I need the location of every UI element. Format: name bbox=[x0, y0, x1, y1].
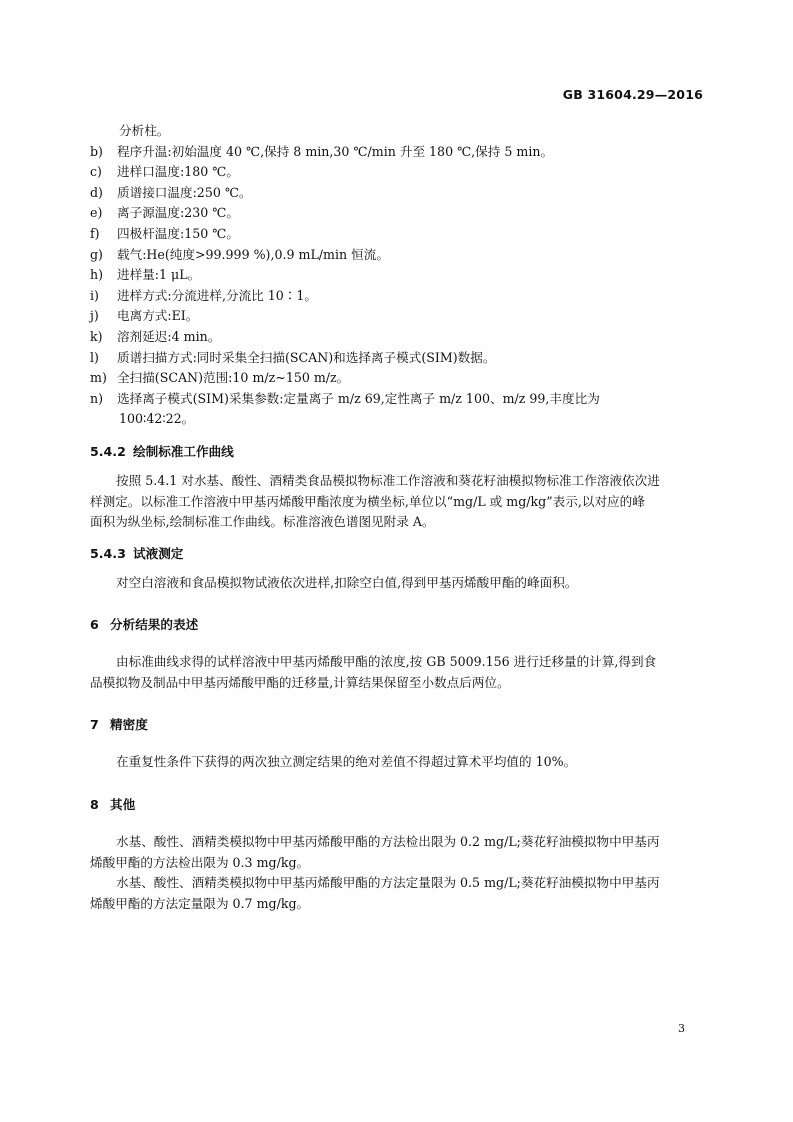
paragraph-line: 由标准曲线求得的试样溶液中甲基丙烯酸甲酯的浓度,按 GB 5009.156 进行迁移量的计算,得到食 bbox=[116, 654, 657, 670]
list-item bbox=[90, 224, 704, 245]
section-heading-5-4-3 bbox=[90, 544, 704, 564]
paragraph-line: 烯酸甲酯的方法定量限为 0.7 mg/kg。 bbox=[90, 895, 310, 911]
item-label: n) bbox=[90, 390, 104, 406]
item-text: 离子源温度:230 ℃。 bbox=[117, 205, 239, 221]
list-item bbox=[90, 203, 704, 224]
item-text: 质谱接口温度:250 ℃。 bbox=[117, 184, 252, 200]
item-label: f) bbox=[90, 225, 100, 241]
list-item bbox=[90, 183, 704, 204]
section-title: 其他 bbox=[110, 797, 136, 813]
item-label: b) bbox=[90, 143, 103, 159]
section-number: 5.4.3 bbox=[90, 545, 126, 561]
paragraph bbox=[90, 873, 704, 914]
section-heading-6 bbox=[90, 615, 704, 635]
item-text: 进样量:1 μL。 bbox=[117, 267, 201, 283]
paragraph-line: 水基、酸性、酒精类模拟物中甲基丙烯酸甲酯的方法检出限为 0.2 mg/L;葵花籽油模拟物中甲基丙 bbox=[116, 834, 660, 850]
page-content bbox=[90, 121, 704, 914]
list-item bbox=[90, 327, 704, 348]
list-item bbox=[90, 368, 704, 389]
page-number: 3 bbox=[678, 1022, 685, 1035]
section-number: 8 bbox=[90, 797, 99, 813]
list-item bbox=[90, 286, 704, 307]
item-text: 全扫描(SCAN)范围:10 m/z~150 m/z。 bbox=[117, 370, 350, 386]
section-number: 6 bbox=[90, 617, 99, 633]
item-label: i) bbox=[90, 287, 99, 303]
item-text: 程序升温:初始温度 40 ℃,保持 8 min,30 ℃/min 升至 180 ℃,保持 5 min。 bbox=[117, 143, 554, 159]
paragraph-line: 样测定。以标准工作溶液中甲基丙烯酸甲酯浓度为横坐标,单位以“mg/L 或 mg/kg”表示,以对应的峰 bbox=[90, 493, 645, 509]
item-text: 载气:He(纯度>99.999 %),0.9 mL/min 恒流。 bbox=[117, 246, 389, 262]
item-label: c) bbox=[90, 164, 102, 180]
paragraph bbox=[90, 652, 704, 693]
section-number: 7 bbox=[90, 717, 99, 733]
item-text: 进样方式:分流进样,分流比 10∶1。 bbox=[117, 287, 318, 303]
list-item-continuation: 100∶42∶22。 bbox=[119, 411, 195, 427]
item-label: e) bbox=[90, 205, 103, 221]
item-label: m) bbox=[90, 370, 107, 386]
paragraph-line: 按照 5.4.1 对水基、酸性、酒精类食品模拟物标准工作溶液和葵花籽油模拟物标准工作溶液依次进 bbox=[116, 472, 660, 488]
item-label: d) bbox=[90, 184, 103, 200]
section-number: 5.4.2 bbox=[90, 443, 126, 459]
item-text: 四极杆温度:150 ℃。 bbox=[117, 225, 239, 241]
section-heading-8 bbox=[90, 795, 704, 815]
item-text: 选择离子模式(SIM)采集参数:定量离子 m/z 69,定性离子 m/z 100、m/z 99,丰度比为 bbox=[117, 390, 600, 406]
paragraph-line: 在重复性条件下获得的两次独立测定结果的绝对差值不得超过算术平均值的 10%。 bbox=[116, 754, 577, 770]
item-label: l) bbox=[90, 349, 99, 365]
paragraph bbox=[90, 471, 704, 533]
section-title: 试液测定 bbox=[133, 545, 184, 561]
paragraph-line: 面积为纵坐标,绘制标准工作曲线。标准溶液色谱图见附录 A。 bbox=[90, 514, 435, 530]
section-heading-5-4-2 bbox=[90, 442, 704, 462]
item-label: h) bbox=[90, 267, 104, 283]
section-title: 分析结果的表述 bbox=[110, 617, 199, 633]
list-item bbox=[90, 265, 704, 286]
list-item bbox=[90, 306, 704, 327]
list-continuation: 分析柱。 bbox=[119, 123, 170, 138]
list-item bbox=[90, 389, 704, 410]
list-item bbox=[90, 162, 704, 183]
section-title: 精密度 bbox=[110, 717, 148, 733]
list-item bbox=[90, 348, 704, 369]
paragraph bbox=[90, 752, 704, 773]
parameter-list bbox=[90, 142, 704, 430]
paragraph bbox=[90, 573, 704, 594]
item-text: 质谱扫描方式:同时采集全扫描(SCAN)和选择离子模式(SIM)数据。 bbox=[117, 349, 496, 365]
item-text: 进样口温度:180 ℃。 bbox=[117, 164, 239, 180]
item-text: 电离方式:EI。 bbox=[117, 308, 199, 324]
item-text: 溶剂延迟:4 min。 bbox=[117, 328, 221, 344]
paragraph-line: 水基、酸性、酒精类模拟物中甲基丙烯酸甲酯的方法定量限为 0.5 mg/L;葵花籽油模拟物中甲基丙 bbox=[116, 875, 660, 891]
paragraph-line: 对空白溶液和食品模拟物试液依次进样,扣除空白值,得到甲基丙烯酸甲酯的峰面积。 bbox=[116, 574, 578, 590]
list-item bbox=[90, 245, 704, 266]
paragraph bbox=[90, 832, 704, 873]
item-label: g) bbox=[90, 246, 103, 262]
list-item bbox=[90, 142, 704, 163]
paragraph-line: 品模拟物及制品中甲基丙烯酸甲酯的迁移量,计算结果保留至小数点后两位。 bbox=[90, 674, 510, 690]
item-label: k) bbox=[90, 328, 103, 344]
standard-code-header: GB 31604.29—2016 bbox=[562, 87, 703, 102]
item-label: j) bbox=[90, 308, 99, 324]
section-title: 绘制标准工作曲线 bbox=[133, 443, 234, 459]
section-heading-7 bbox=[90, 715, 704, 735]
paragraph-line: 烯酸甲酯的方法检出限为 0.3 mg/kg。 bbox=[90, 854, 310, 870]
